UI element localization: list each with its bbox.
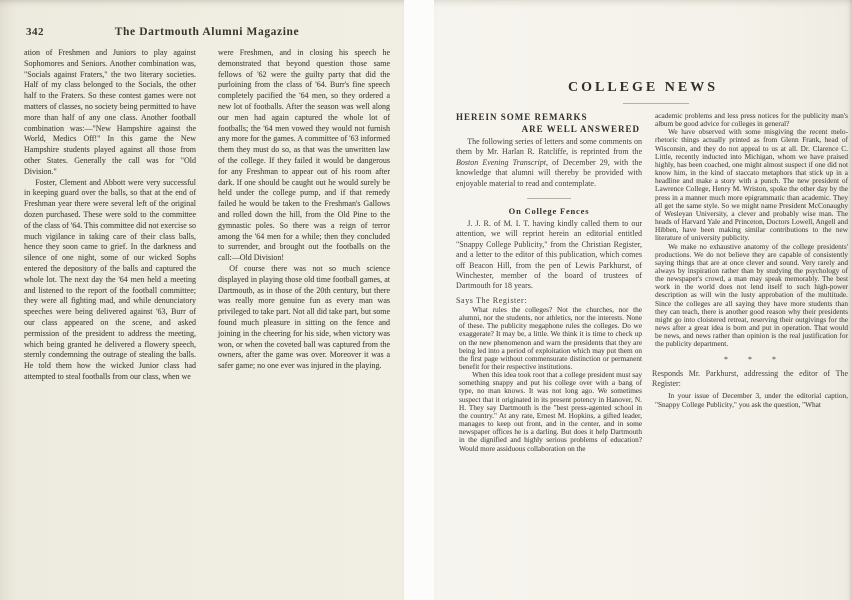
intro-publication-name: Boston Evening Transcript — [456, 157, 546, 167]
quoted-paragraph: When this idea took root that a college president must say something snappy and put his college over with a bang of type, no man knows. It was not long ago. We sometimes suspect that it originated in its present potency in Hanover, N. H. They say Dartmouth is the "best press-agented school in the country." At any rate, Ernest M. Hopkins, a gifted leader, manages to keep out front, and in the center, and in some newspaper offices he is a darling. But does it help Dartmouth in the dignified and highly serious problems of education? Would more assiduous collaboration on the — [459, 370, 642, 453]
body-paragraph: Of course there was not so much science displayed in playing those old time football games, at Dartmouth, as in those of the 20th century, but there was really more genuine fun as every man was privileged to take part. Not all did take part, but some found much pleasure in sitting on the fence and joining in the cheering for his side, when victory was won, or when the coveted ball was captured from the owners, after the game was over. Moreover it was a safer game; no one ever was injured in the playing. — [218, 263, 390, 371]
left-page-column-2 — [218, 48, 390, 383]
right-page-column-1 — [456, 112, 642, 453]
quoted-paragraph: In your issue of December 3, under the editorial caption, "Snappy College Publicity," you ask the question, "What — [655, 391, 848, 409]
right-page — [434, 0, 852, 600]
scan-edge-shadow — [848, 0, 852, 600]
star-separator: * * * — [724, 354, 785, 364]
journal-title: The Dartmouth Alumni Magazine — [114, 26, 300, 38]
quoted-paragraph: We have observed with some misgiving the recent melo-rhetoric things actually printed as from Glenn Frank, head of Wisconsin, and they do not appeal to us at all. Dr. Clarence C. Little, recently inducted into Michigan, whom we have praised highly, has been coached, one might almost suspect if one did not know him, in the kind of staccato metaphors that stick up in a headline and make a story with a punch. The new president of Lawrence College, Henry M. Wriston, spoke the other day by the press in a manner much more epigrammatic than academic. They all get the same style. So we might name President McConaughy of Wesleyan University, a clever and probably wise man. The heads of Harvard Yale and Princeton, Doctors Lowell, Angell and Hibben, have been making similar contributions to the new literature of university publicity. — [655, 127, 848, 243]
body-paragraph: J. J. R. of M. I. T. having kindly called them to our attention, we will reprint herein an editorial entitled "Snappy College Publicity," from the Christian Register, and a letter to the editor of this publication, which comes off Beacon Hill, from the pen of Lewis Parkhurst, of Winchester, member of the board of trustees of Dartmouth for 18 years. — [456, 219, 642, 291]
body-paragraph: were Freshmen, and in closing his speech he demonstrated that beyond question those same fellows of '62 were the guilty party that did the purloining from the class of '64. Burr's fine speech completely pacified the '64 men, so they ordered a new lot of footballs. After the season was well along our men had again captured the whole lot of footballs; the '64 men vowed they would not furnish any more for the games. A committee of '63 informed them they must do so, as that was the unwritten law of the college. If they failed it would be dangerous for any Freshman to appear out of his room after dark. If one should be caught out he would surely be held under the college pump, and if that remedy failed he would be taken to the Freshman's Gallows and rolled down the hill, from the Old Pine to the gymnastic poles. So there was a reign of terror among the '64 men for a while; then they concluded to surrender, and brought out the footballs on the call:—Old Division! — [218, 48, 390, 263]
section-divider-rule — [527, 198, 571, 199]
subsection-title: On College Fences — [508, 206, 590, 217]
quoted-paragraph: What rules the colleges? Not the churches, nor the alumni, nor the students, nor athletics, nor the interests. None of these. The publicity megaphone rules the colleges. Do we exaggerate? It may be, a little. We think it is time to check up on the new phenomenon and warn the presidents that they are being led into a period of exploitation which may put them on the first page without commensurate distinction or permanent benefit for their respective institutions. — [459, 304, 642, 371]
right-page-column-2 — [652, 112, 848, 453]
body-paragraph: Foster, Clement and Abbott were very successful in keeping guard over the balls, so that at the end of Freshman year there were several left of the original dozen purchased. These were sold to the committee of the class of '64. This committee did not exercise so much vigilance in taking care of their class balls, hence they soon came to grief. In the darkness and silence of one night, some of our wicked Sophs entered the depository of the balls and captured the whole lot. The next day the '64 men held a meeting and listened to the report of the football committee; they were all fighting mad, and while denunciatory speeches were being delivered against '63, Burr of our class appeared on the scene, and asked permission of the president to address the meeting, which being granted he delivered a flowery speech, sternly condemning the outrage of stealing the balls. He told them how the wicked Junior class had attempted to steal footballs from our class, when we — [24, 177, 196, 381]
left-page — [0, 0, 404, 600]
left-page-columns — [24, 48, 390, 383]
article-heading-line1: HEREIN SOME REMARKS — [456, 112, 588, 122]
quoted-paragraph: academic problems and less press notices for the publicity man's album be good advice for colleges in general? — [655, 111, 848, 129]
right-page-columns — [456, 112, 848, 453]
says-register-label: Says The Register: — [456, 295, 528, 305]
left-page-header — [24, 26, 390, 42]
quoted-paragraph: We make no exhaustive anatomy of the college presidents' productions. We do not believe they are capable of consistently saying things that are at once clever and sound. Very rarely and always by inspiration rather than by studying the psychology of the newspaper's crowd, a man may speak memorably. The best work in the world does not lend itself to such high-power description as will win the lusty approbation of the multitude. Since the colleges are all saying they have more students than they can teach, there is another good reason why their presidents might go into cloistered retreat, reserving their outgivings for the news after a great idea is born and put in operation. That would be news, and news rather than opinion is the real justification for the publicity department. — [655, 241, 848, 349]
intro-text: , of December 29, with the knowledge that alumni will thereby be provided with enjoyable material to read and contemplate. — [456, 157, 643, 188]
intro-text: The following series of letters and some comments on them by Mr. Harlan R. Ratcliffe, is reprinted from the — [456, 137, 642, 157]
body-paragraph: Responds Mr. Parkhurst, addressing the editor of The Register: — [652, 368, 848, 388]
article-heading-line2: ARE WELL ANSWERED — [521, 123, 640, 134]
article-intro — [456, 137, 642, 189]
page-gutter — [404, 0, 434, 600]
title-rule — [623, 103, 689, 104]
left-page-column-1 — [24, 48, 196, 383]
section-title: COLLEGE NEWS — [568, 80, 718, 95]
body-paragraph: ation of Freshmen and Juniors to play against Sophomores and Seniors. Another combination was, "Socials against Fraters," the two literary societies. Half of my class belonged to the Socials, the other half to the Fraters. So these contest games were not matters of classes, no society being permitted to have more than half of any one class. Another football combination was:—"New Hampshire against the World, Medics Off!" In this game the New Hampshire students played against all those from other States. Generally the call was for "Old Division." — [24, 48, 196, 176]
page-number: 342 — [26, 26, 44, 38]
